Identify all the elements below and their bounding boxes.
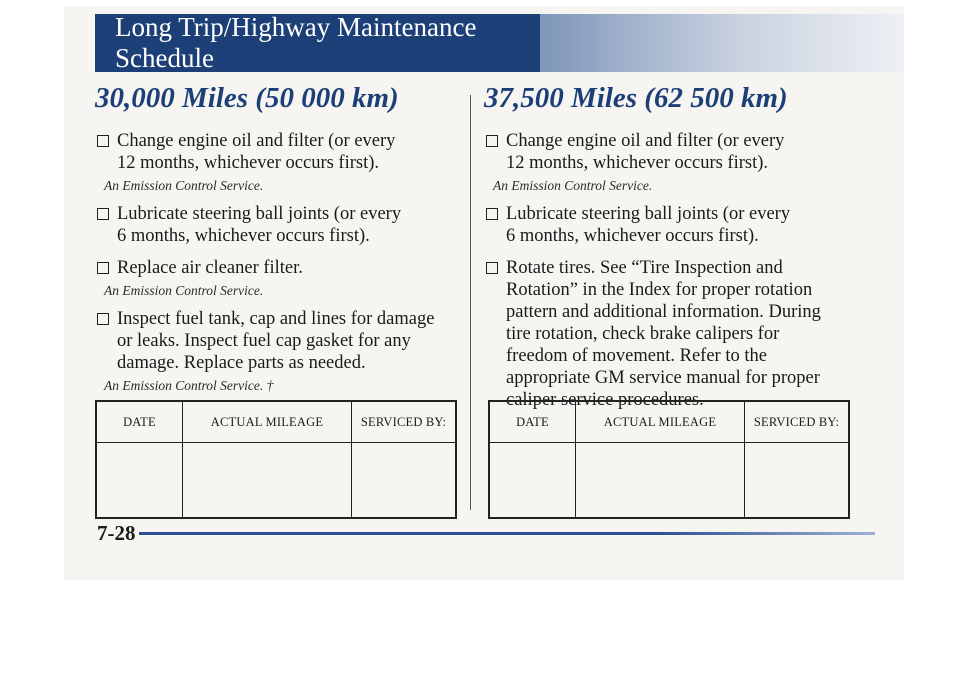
checkbox-icon	[486, 135, 498, 147]
mileage-cell[interactable]	[182, 443, 351, 519]
right-mileage-heading: 37,500 Miles (62 500 km)	[484, 82, 788, 114]
item-line: 6 months, whichever occurs first).	[117, 226, 370, 246]
mileage-header: ACTUAL MILEAGE	[182, 401, 351, 443]
right-item-2	[484, 203, 856, 247]
checkbox-icon	[97, 208, 109, 220]
left-column	[95, 78, 467, 403]
footer-rule	[139, 532, 875, 535]
left-item-2	[95, 203, 467, 247]
checkbox-icon	[486, 262, 498, 274]
emission-note: An Emission Control Service.	[104, 283, 264, 298]
checkbox-icon	[97, 262, 109, 274]
right-column	[484, 78, 856, 415]
banner-gradient	[540, 14, 904, 72]
left-item-1	[95, 130, 467, 174]
column-divider	[470, 95, 471, 510]
checkbox-icon	[486, 208, 498, 220]
left-service-log-table	[95, 400, 457, 519]
serviced-by-cell[interactable]	[352, 443, 456, 519]
serviced-by-header: SERVICED BY:	[352, 401, 456, 443]
section-title: Long Trip/Highway Maintenance Schedule	[115, 12, 477, 73]
date-header: DATE	[489, 401, 575, 443]
item-line: Change engine oil and filter (or every	[117, 131, 396, 151]
item-line: 6 months, whichever occurs first).	[506, 226, 759, 246]
item-line: Inspect fuel tank, cap and lines for damage	[117, 309, 435, 329]
item-line: damage. Replace parts as needed.	[117, 353, 366, 373]
item-line: or leaks. Inspect fuel cap gasket for any	[117, 331, 411, 351]
item-line: Lubricate steering ball joints (or every	[117, 204, 402, 224]
serviced-by-cell[interactable]	[745, 443, 849, 519]
date-cell[interactable]	[489, 443, 575, 519]
emission-note: An Emission Control Service. †	[104, 378, 274, 393]
item-line: caliper service procedures.	[506, 390, 704, 410]
item-line: pattern and additional information. During	[506, 302, 821, 322]
left-mileage-heading: 30,000 Miles (50 000 km)	[95, 82, 399, 114]
checkbox-icon	[97, 313, 109, 325]
mileage-header: ACTUAL MILEAGE	[575, 401, 744, 443]
item-line: Rotate tires. See “Tire Inspection and	[506, 258, 783, 278]
item-line: appropriate GM service manual for proper	[506, 368, 820, 388]
mileage-cell[interactable]	[575, 443, 744, 519]
item-line: Rotation” in the Index for proper rotation	[506, 280, 813, 300]
right-item-1	[484, 130, 856, 174]
left-item-4	[95, 308, 467, 374]
item-line: 12 months, whichever occurs first).	[117, 153, 380, 173]
date-cell[interactable]	[96, 443, 182, 519]
right-item-3	[484, 257, 856, 411]
item-line: freedom of movement. Refer to the	[506, 346, 767, 366]
right-service-log-table	[488, 400, 850, 519]
item-line: Lubricate steering ball joints (or every	[506, 204, 791, 224]
checkbox-icon	[97, 135, 109, 147]
emission-note: An Emission Control Service.	[104, 178, 264, 193]
page-number: 7-28	[97, 521, 136, 545]
emission-note: An Emission Control Service.	[493, 178, 653, 193]
item-line: Replace air cleaner filter.	[117, 258, 303, 278]
item-line: 12 months, whichever occurs first).	[506, 153, 769, 173]
item-line: Change engine oil and filter (or every	[506, 131, 785, 151]
left-item-3	[95, 257, 467, 279]
date-header: DATE	[96, 401, 182, 443]
item-line: tire rotation, check brake calipers for	[506, 324, 780, 344]
section-banner	[95, 14, 540, 72]
serviced-by-header: SERVICED BY:	[745, 401, 849, 443]
